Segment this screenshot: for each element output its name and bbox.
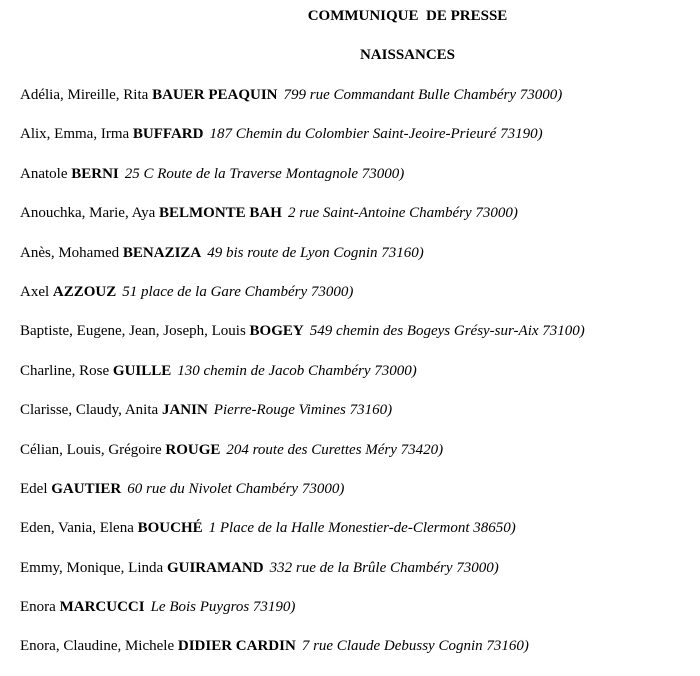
list-item — [20, 400, 690, 439]
address: 549 chemin des Bogeys Grésy-sur-Aix 73100) — [309, 323, 585, 340]
section-title: NAISSANCES — [359, 47, 456, 63]
given-names: Anès, Mohamed — [20, 244, 120, 261]
address: 332 rue de la Brûle Chambéry 73000) — [269, 559, 499, 576]
list-item — [20, 361, 690, 400]
given-names: Alix, Emma, Irma — [20, 126, 130, 143]
list-item — [20, 636, 690, 675]
given-names: Enora, Claudine, Michele — [20, 638, 175, 655]
address: 204 route des Curettes Méry 73420) — [226, 441, 444, 458]
family-name: GUIRAMAND — [166, 559, 264, 576]
list-item — [20, 479, 690, 518]
family-name: BOGEY — [249, 323, 304, 340]
list-item — [20, 558, 690, 597]
list-item — [20, 203, 690, 242]
address: 25 C Route de la Traverse Montagnole 73000) — [124, 165, 405, 182]
given-names: Clarisse, Claudy, Anita — [20, 402, 159, 419]
list-item — [20, 85, 690, 124]
given-names: Enora — [20, 599, 56, 616]
family-name: BOUCHÉ — [137, 520, 203, 537]
address: 2 rue Saint-Antoine Chambéry 73000) — [287, 205, 518, 222]
given-names: Eden, Vania, Elena — [20, 520, 134, 537]
list-item — [20, 124, 690, 163]
address: 1 Place de la Halle Monestier-de-Clermont 38650) — [208, 520, 516, 537]
family-name: BELMONTE BAH — [159, 205, 282, 222]
family-name: AZZOUZ — [52, 283, 117, 300]
address: 130 chemin de Jacob Chambéry 73000) — [177, 362, 417, 379]
address: Le Bois Puygros 73190) — [150, 599, 296, 616]
given-names: Anouchka, Marie, Aya — [20, 205, 156, 222]
family-name: BENAZIZA — [122, 244, 202, 261]
address: 187 Chemin du Colombier Saint-Jeoire-Prieuré 73190) — [209, 126, 543, 143]
family-name: GAUTIER — [51, 480, 122, 497]
family-name: DIDIER CARDIN — [177, 638, 296, 655]
family-name: GUILLE — [112, 362, 172, 379]
given-names: Charline, Rose — [20, 362, 110, 379]
address: 49 bis route de Lyon Cognin 73160) — [207, 244, 424, 261]
document-title: COMMUNIQUE DE PRESSE — [307, 8, 508, 24]
given-names: Axel — [20, 283, 50, 300]
address: Pierre-Rouge Vimines 73160) — [213, 402, 393, 419]
list-item — [20, 321, 690, 360]
list-item — [20, 440, 690, 479]
given-names: Anatole — [20, 165, 68, 182]
list-item — [20, 518, 690, 557]
given-names: Baptiste, Eugene, Jean, Joseph, Louis — [20, 323, 246, 340]
given-names: Emmy, Monique, Linda — [20, 559, 164, 576]
list-item — [20, 243, 690, 282]
address: 60 rue du Nivolet Chambéry 73000) — [127, 480, 345, 497]
family-name: BAUER PEAQUIN — [152, 87, 278, 103]
list-item — [20, 282, 690, 321]
family-name: MARCUCCI — [59, 599, 145, 616]
address: 7 rue Claude Debussy Cognin 73160) — [301, 638, 529, 655]
list-item — [20, 164, 690, 203]
family-name: ROUGE — [165, 441, 221, 458]
list-item — [20, 597, 690, 636]
family-name: BERNI — [71, 165, 119, 182]
family-name: BUFFARD — [132, 126, 204, 143]
given-names: Adélia, Mireille, Rita — [20, 87, 149, 103]
given-names: Célian, Louis, Grégoire — [20, 441, 162, 458]
given-names: Edel — [20, 480, 48, 497]
address: 51 place de la Gare Chambéry 73000) — [122, 283, 354, 300]
family-name: JANIN — [161, 402, 208, 419]
address: 799 rue Commandant Bulle Chambéry 73000) — [283, 87, 563, 103]
birth-announcement-list — [20, 85, 690, 676]
